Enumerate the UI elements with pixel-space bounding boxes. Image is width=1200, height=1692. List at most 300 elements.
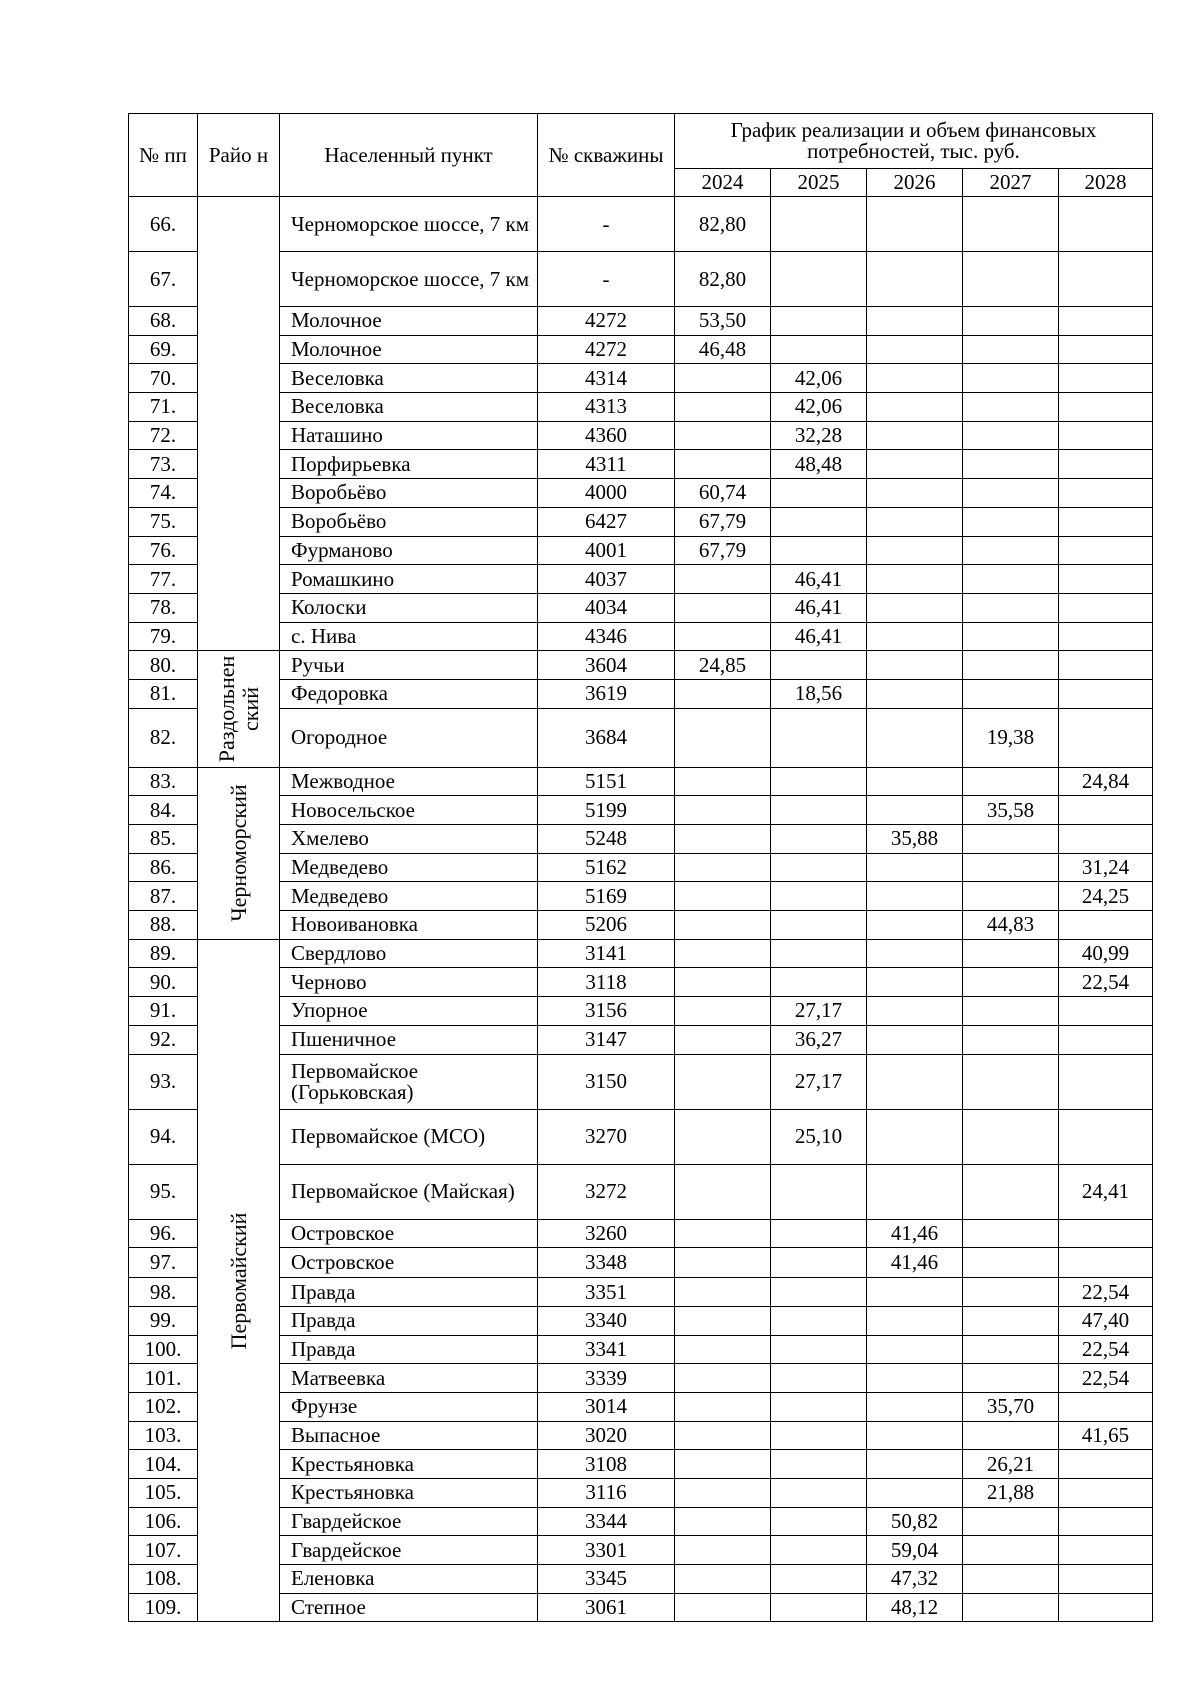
amount-cell: [867, 1164, 963, 1219]
amount-cell: [675, 997, 771, 1026]
amount-cell: [1059, 796, 1153, 825]
row-number: 77.: [129, 565, 198, 594]
amount-cell: [771, 1164, 867, 1219]
amount-cell: [675, 364, 771, 393]
district-cell: [198, 651, 280, 767]
row-number: 97.: [129, 1248, 198, 1278]
amount-cell: [867, 450, 963, 479]
row-number: 99.: [129, 1306, 198, 1335]
amount-cell: [675, 450, 771, 479]
amount-cell: [675, 1054, 771, 1109]
row-number: 86.: [129, 853, 198, 882]
amount-cell: 48,48: [771, 450, 867, 479]
amount-cell: [867, 679, 963, 708]
amount-cell: [963, 1306, 1059, 1335]
amount-cell: [675, 393, 771, 422]
amount-cell: [867, 1278, 963, 1307]
amount-cell: [675, 1109, 771, 1164]
amount-cell: [963, 364, 1059, 393]
well-number: 3061: [538, 1593, 675, 1622]
well-number: 6427: [538, 507, 675, 536]
amount-cell: [771, 1421, 867, 1450]
amount-cell: 22,54: [1059, 1364, 1153, 1393]
well-number: 3014: [538, 1392, 675, 1421]
amount-cell: [675, 1364, 771, 1393]
header-year: 2027: [963, 169, 1059, 197]
row-number: 104.: [129, 1450, 198, 1479]
amount-cell: [867, 507, 963, 536]
amount-cell: [1059, 1392, 1153, 1421]
settlement-name: Первомайское (Горьковская): [280, 1054, 538, 1109]
amount-cell: [771, 1219, 867, 1248]
amount-cell: [1059, 536, 1153, 565]
well-number: 3340: [538, 1306, 675, 1335]
amount-cell: [1059, 1536, 1153, 1565]
settlement-name: Медведево: [280, 882, 538, 911]
table-row: [129, 421, 1153, 450]
settlement-name: Крестьяновка: [280, 1450, 538, 1479]
table-row: [129, 1507, 1153, 1536]
well-number: 3684: [538, 708, 675, 767]
amount-cell: [771, 767, 867, 796]
settlement-name: Гвардейское: [280, 1507, 538, 1536]
amount-cell: [963, 1248, 1059, 1278]
settlement-name: Федоровка: [280, 679, 538, 708]
amount-cell: 47,32: [867, 1565, 963, 1594]
header-well: № скважины: [538, 114, 675, 197]
amount-cell: [963, 479, 1059, 508]
amount-cell: 35,88: [867, 825, 963, 854]
row-number: 105.: [129, 1479, 198, 1508]
settlement-name: Веселовка: [280, 393, 538, 422]
well-number: 5206: [538, 911, 675, 940]
amount-cell: [963, 1164, 1059, 1219]
row-number: 84.: [129, 796, 198, 825]
well-number: 3351: [538, 1278, 675, 1307]
well-number: 3341: [538, 1335, 675, 1364]
amount-cell: 46,41: [771, 565, 867, 594]
well-number: 5151: [538, 767, 675, 796]
amount-cell: 19,38: [963, 708, 1059, 767]
row-number: 81.: [129, 679, 198, 708]
row-number: 103.: [129, 1421, 198, 1450]
amount-cell: 22,54: [1059, 968, 1153, 997]
amount-cell: [1059, 421, 1153, 450]
amount-cell: [1059, 825, 1153, 854]
amount-cell: [771, 1278, 867, 1307]
table-row: [129, 1278, 1153, 1307]
amount-cell: [963, 593, 1059, 622]
well-number: 3141: [538, 939, 675, 968]
settlement-name: Свердлово: [280, 939, 538, 968]
table-row: [129, 997, 1153, 1026]
row-number: 67.: [129, 252, 198, 307]
table-row: [129, 1536, 1153, 1565]
table-row: [129, 307, 1153, 336]
header-year: 2025: [771, 169, 867, 197]
well-number: 3108: [538, 1450, 675, 1479]
table-header: [129, 114, 1153, 197]
well-number: 4311: [538, 450, 675, 479]
amount-cell: [675, 882, 771, 911]
amount-cell: [867, 1306, 963, 1335]
district-label: Первомайский: [225, 1212, 251, 1349]
well-number: 4034: [538, 593, 675, 622]
row-number: 98.: [129, 1278, 198, 1307]
amount-cell: [771, 1364, 867, 1393]
row-number: 88.: [129, 911, 198, 940]
table-row: [129, 1392, 1153, 1421]
amount-cell: [963, 679, 1059, 708]
amount-cell: 22,54: [1059, 1335, 1153, 1364]
table-row: [129, 825, 1153, 854]
amount-cell: [1059, 911, 1153, 940]
amount-cell: [963, 507, 1059, 536]
settlement-name: Еленовка: [280, 1565, 538, 1594]
well-number: 4272: [538, 335, 675, 364]
amount-cell: [675, 796, 771, 825]
table-row: [129, 1306, 1153, 1335]
table-row: [129, 622, 1153, 651]
row-number: 96.: [129, 1219, 198, 1248]
amount-cell: 41,46: [867, 1248, 963, 1278]
amount-cell: 46,48: [675, 335, 771, 364]
amount-cell: 25,10: [771, 1109, 867, 1164]
amount-cell: [963, 421, 1059, 450]
amount-cell: 50,82: [867, 1507, 963, 1536]
settlement-name: Молочное: [280, 307, 538, 336]
table-row: [129, 450, 1153, 479]
amount-cell: [963, 1219, 1059, 1248]
amount-cell: [675, 421, 771, 450]
amount-cell: [771, 252, 867, 307]
amount-cell: [771, 1565, 867, 1594]
amount-cell: [675, 911, 771, 940]
table-row: [129, 796, 1153, 825]
row-number: 101.: [129, 1364, 198, 1393]
amount-cell: [963, 450, 1059, 479]
amount-cell: [963, 968, 1059, 997]
amount-cell: [675, 1219, 771, 1248]
table-row: [129, 507, 1153, 536]
amount-cell: [675, 1565, 771, 1594]
amount-cell: [963, 1025, 1059, 1054]
well-number: 3150: [538, 1054, 675, 1109]
row-number: 94.: [129, 1109, 198, 1164]
amount-cell: [1059, 307, 1153, 336]
row-number: 72.: [129, 421, 198, 450]
table-row: [129, 679, 1153, 708]
settlement-name: Островское: [280, 1248, 538, 1278]
amount-cell: [867, 1025, 963, 1054]
amount-cell: [1059, 565, 1153, 594]
settlement-name: Наташино: [280, 421, 538, 450]
amount-cell: [963, 536, 1059, 565]
amount-cell: [771, 536, 867, 565]
row-number: 85.: [129, 825, 198, 854]
amount-cell: [771, 1507, 867, 1536]
amount-cell: [867, 197, 963, 252]
amount-cell: [867, 1335, 963, 1364]
well-number: 4346: [538, 622, 675, 651]
amount-cell: [1059, 479, 1153, 508]
row-number: 106.: [129, 1507, 198, 1536]
district-cell: [198, 197, 280, 651]
settlement-name: Воробьёво: [280, 507, 538, 536]
header-year: 2028: [1059, 169, 1153, 197]
amount-cell: [771, 1306, 867, 1335]
table-row: [129, 767, 1153, 796]
amount-cell: [963, 651, 1059, 680]
table-row: [129, 1450, 1153, 1479]
amount-cell: 31,24: [1059, 853, 1153, 882]
settlement-name: Правда: [280, 1278, 538, 1307]
amount-cell: [771, 853, 867, 882]
amount-cell: [771, 651, 867, 680]
settlement-name: Фурманово: [280, 536, 538, 565]
amount-cell: [867, 1421, 963, 1450]
district-label: Раздольнен ский: [213, 655, 263, 763]
amount-cell: [771, 825, 867, 854]
amount-cell: [771, 197, 867, 252]
well-number: 4313: [538, 393, 675, 422]
settlement-name: Гвардейское: [280, 1536, 538, 1565]
row-number: 87.: [129, 882, 198, 911]
well-number: -: [538, 197, 675, 252]
settlement-name: Островское: [280, 1219, 538, 1248]
amount-cell: [771, 1450, 867, 1479]
amount-cell: [1059, 1109, 1153, 1164]
table-row: [129, 939, 1153, 968]
amount-cell: 53,50: [675, 307, 771, 336]
amount-cell: [1059, 507, 1153, 536]
amount-cell: [675, 825, 771, 854]
amount-cell: [1059, 593, 1153, 622]
amount-cell: [963, 767, 1059, 796]
amount-cell: [963, 393, 1059, 422]
well-number: 3118: [538, 968, 675, 997]
amount-cell: [867, 939, 963, 968]
table-row: [129, 1479, 1153, 1508]
amount-cell: [771, 1593, 867, 1622]
table-body: [129, 197, 1153, 1622]
row-number: 107.: [129, 1536, 198, 1565]
amount-cell: [867, 364, 963, 393]
district-cell: [198, 939, 280, 1622]
amount-cell: [867, 882, 963, 911]
well-number: 5199: [538, 796, 675, 825]
amount-cell: [867, 1392, 963, 1421]
amount-cell: [675, 593, 771, 622]
amount-cell: [675, 1450, 771, 1479]
well-number: 3147: [538, 1025, 675, 1054]
header-schedule: График реализации и объем финансовых потребностей, тыс. руб.: [675, 114, 1153, 169]
row-number: 66.: [129, 197, 198, 252]
district-label: Черноморский: [225, 784, 251, 922]
amount-cell: 27,17: [771, 997, 867, 1026]
well-number: 4272: [538, 307, 675, 336]
table-row: [129, 565, 1153, 594]
row-number: 68.: [129, 307, 198, 336]
amount-cell: [675, 1025, 771, 1054]
amount-cell: [1059, 1054, 1153, 1109]
row-number: 82.: [129, 708, 198, 767]
settlement-name: Воробьёво: [280, 479, 538, 508]
amount-cell: [675, 853, 771, 882]
amount-cell: [867, 1109, 963, 1164]
row-number: 93.: [129, 1054, 198, 1109]
amount-cell: [675, 1248, 771, 1278]
amount-cell: 47,40: [1059, 1306, 1153, 1335]
amount-cell: [675, 1278, 771, 1307]
settlement-name: Черново: [280, 968, 538, 997]
amount-cell: [771, 335, 867, 364]
amount-cell: 40,99: [1059, 939, 1153, 968]
well-number: -: [538, 252, 675, 307]
amount-cell: [963, 1278, 1059, 1307]
amount-cell: 82,80: [675, 197, 771, 252]
settlement-name: Ромашкино: [280, 565, 538, 594]
table-row: [129, 651, 1153, 680]
amount-cell: 42,06: [771, 364, 867, 393]
amount-cell: [675, 1536, 771, 1565]
amount-cell: 36,27: [771, 1025, 867, 1054]
amount-cell: [771, 1392, 867, 1421]
table-row: [129, 364, 1153, 393]
well-number: 3301: [538, 1536, 675, 1565]
amount-cell: 48,12: [867, 1593, 963, 1622]
amount-cell: [963, 997, 1059, 1026]
amount-cell: [963, 622, 1059, 651]
amount-cell: [867, 479, 963, 508]
well-number: 3270: [538, 1109, 675, 1164]
amount-cell: [963, 1593, 1059, 1622]
well-number: 4360: [538, 421, 675, 450]
amount-cell: [867, 767, 963, 796]
amount-cell: [867, 622, 963, 651]
settlement-name: Новосельское: [280, 796, 538, 825]
header-year: 2024: [675, 169, 771, 197]
amount-cell: 22,54: [1059, 1278, 1153, 1307]
well-number: 3339: [538, 1364, 675, 1393]
well-number: 3116: [538, 1479, 675, 1508]
amount-cell: 44,83: [963, 911, 1059, 940]
settlement-name: Упорное: [280, 997, 538, 1026]
amount-cell: [771, 1248, 867, 1278]
amount-cell: [963, 1421, 1059, 1450]
row-number: 109.: [129, 1593, 198, 1622]
amount-cell: [1059, 679, 1153, 708]
settlement-name: Медведево: [280, 853, 538, 882]
settlement-name: Первомайское (Майская): [280, 1164, 538, 1219]
amount-cell: [867, 252, 963, 307]
amount-cell: [675, 1392, 771, 1421]
schedule-table: [128, 113, 1153, 1622]
amount-cell: [675, 1479, 771, 1508]
row-number: 76.: [129, 536, 198, 565]
amount-cell: 35,70: [963, 1392, 1059, 1421]
row-number: 92.: [129, 1025, 198, 1054]
amount-cell: [771, 708, 867, 767]
amount-cell: [1059, 252, 1153, 307]
table-row: [129, 708, 1153, 767]
amount-cell: [1059, 708, 1153, 767]
table-row: [129, 335, 1153, 364]
amount-cell: [963, 1565, 1059, 1594]
table-row: [129, 1025, 1153, 1054]
amount-cell: [963, 252, 1059, 307]
amount-cell: 41,65: [1059, 1421, 1153, 1450]
table-row: [129, 1421, 1153, 1450]
row-number: 90.: [129, 968, 198, 997]
amount-cell: [867, 593, 963, 622]
amount-cell: [675, 1335, 771, 1364]
amount-cell: [867, 1054, 963, 1109]
amount-cell: [675, 622, 771, 651]
table-row: [129, 1565, 1153, 1594]
well-number: 3348: [538, 1248, 675, 1278]
amount-cell: [675, 1164, 771, 1219]
settlement-name: Матвеевка: [280, 1364, 538, 1393]
settlement-name: Колоски: [280, 593, 538, 622]
well-number: 3619: [538, 679, 675, 708]
amount-cell: [771, 507, 867, 536]
amount-cell: 21,88: [963, 1479, 1059, 1508]
row-number: 89.: [129, 939, 198, 968]
amount-cell: [1059, 450, 1153, 479]
table-row: [129, 197, 1153, 252]
table-row: [129, 1219, 1153, 1248]
amount-cell: [771, 911, 867, 940]
amount-cell: [963, 1054, 1059, 1109]
amount-cell: 24,84: [1059, 767, 1153, 796]
amount-cell: [675, 968, 771, 997]
row-number: 100.: [129, 1335, 198, 1364]
header-settlement: Населенный пункт: [280, 114, 538, 197]
amount-cell: 67,79: [675, 507, 771, 536]
amount-cell: [1059, 651, 1153, 680]
well-number: 3272: [538, 1164, 675, 1219]
amount-cell: [771, 1479, 867, 1508]
row-number: 108.: [129, 1565, 198, 1594]
header-num: № пп: [129, 114, 198, 197]
amount-cell: [963, 1536, 1059, 1565]
amount-cell: [1059, 997, 1153, 1026]
well-number: 4314: [538, 364, 675, 393]
amount-cell: [1059, 364, 1153, 393]
amount-cell: [963, 565, 1059, 594]
amount-cell: [1059, 1593, 1153, 1622]
settlement-name: Крестьяновка: [280, 1479, 538, 1508]
settlement-name: Ручьи: [280, 651, 538, 680]
amount-cell: [1059, 335, 1153, 364]
amount-cell: [1059, 1025, 1153, 1054]
amount-cell: [867, 565, 963, 594]
row-number: 79.: [129, 622, 198, 651]
amount-cell: [675, 708, 771, 767]
settlement-name: Черноморское шоссе, 7 км: [280, 197, 538, 252]
table-row: [129, 853, 1153, 882]
well-number: 5248: [538, 825, 675, 854]
amount-cell: [675, 767, 771, 796]
settlement-name: с. Нива: [280, 622, 538, 651]
amount-cell: 27,17: [771, 1054, 867, 1109]
row-number: 73.: [129, 450, 198, 479]
amount-cell: [963, 1109, 1059, 1164]
amount-cell: [771, 1536, 867, 1565]
amount-cell: [675, 565, 771, 594]
settlement-name: Пшеничное: [280, 1025, 538, 1054]
